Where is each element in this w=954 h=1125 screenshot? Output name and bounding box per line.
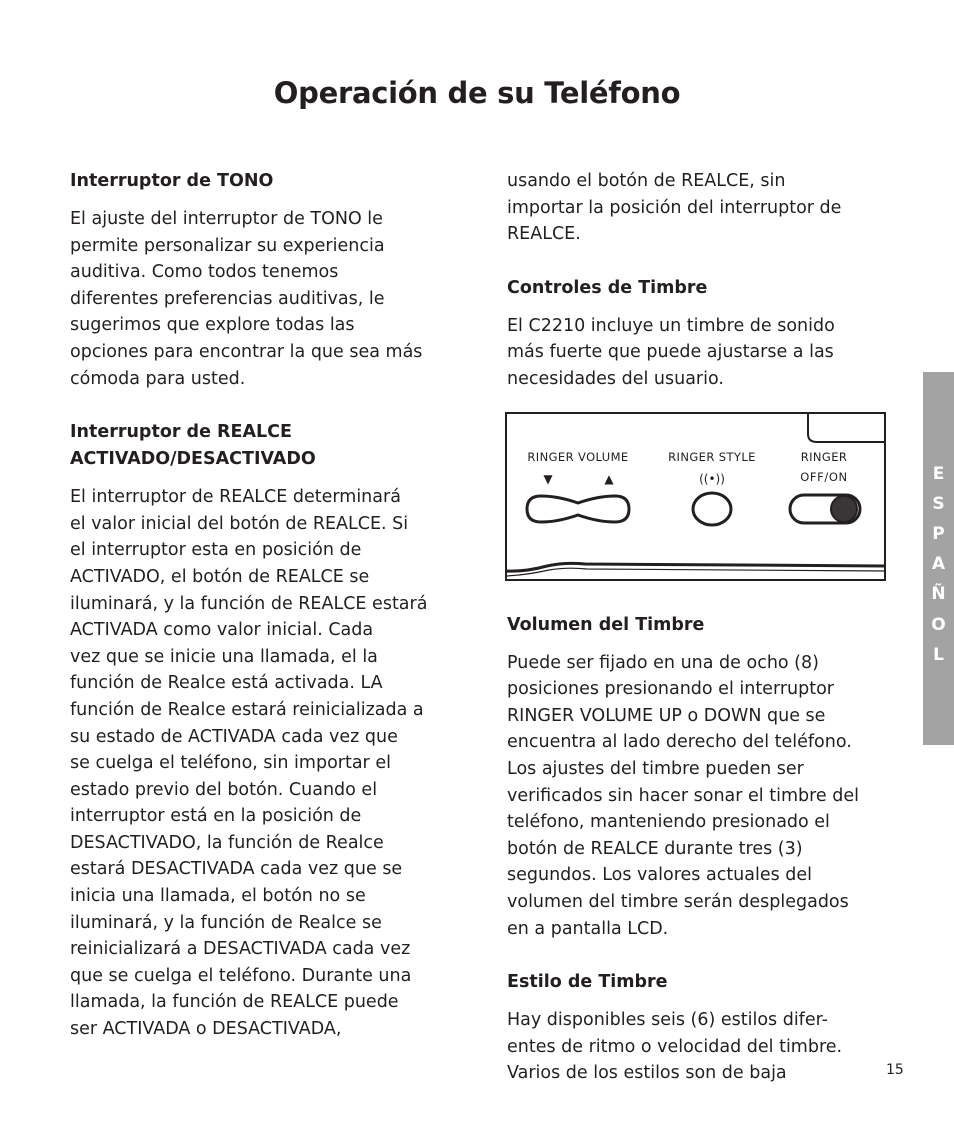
ringer-style-icon: ((•)) xyxy=(699,472,725,486)
ringer-switch-knob xyxy=(831,496,857,522)
volume-up-arrow-icon: ▲ xyxy=(604,472,614,486)
realce-heading xyxy=(70,419,455,473)
ringer-controls-illustration xyxy=(505,412,886,581)
ringer-volume-label: RINGER VOLUME xyxy=(527,450,629,464)
text-line: estado previo del botón. Cuando el xyxy=(70,779,378,800)
text-line: inicia una llamada, el botón no se xyxy=(70,886,366,907)
controles-heading: Controles de Timbre xyxy=(507,277,708,298)
text-line: sugerimos que explore todas las xyxy=(70,315,355,336)
heading-line: ACTIVADO/DESACTIVADO xyxy=(70,449,316,470)
side-tab-letter: S xyxy=(932,494,945,514)
text-line: usando el botón de REALCE, sin xyxy=(507,171,786,191)
page-title: Operación de su Teléfono xyxy=(273,76,681,110)
text-line: Puede ser fijado en una de ocho (8) xyxy=(507,652,819,673)
text-line: teléfono, manteniendo presionado el xyxy=(507,812,830,833)
text-line: ACTIVADO, el botón de REALCE se xyxy=(70,566,370,587)
text-line: ser ACTIVADA o DESACTIVADA, xyxy=(70,1019,342,1040)
text-line: cómoda para usted. xyxy=(70,368,246,389)
text-line: RINGER VOLUME UP o DOWN que se xyxy=(507,705,826,726)
text-line: llamada, la función de REALCE puede xyxy=(70,992,399,1013)
ringer-style-label: RINGER STYLE xyxy=(668,450,756,464)
text-line: permite personalizar su experiencia xyxy=(70,235,385,256)
text-line: iluminará, y la función de Realce se xyxy=(70,912,382,933)
text-line: interruptor está en la posición de xyxy=(70,806,362,827)
text-line: encuentra al lado derecho del teléfono. xyxy=(507,732,852,753)
text-line: El C2210 incluye un timbre de sonido xyxy=(507,315,835,336)
volumen-heading: Volumen del Timbre xyxy=(507,614,705,635)
text-line: Los ajustes del timbre pueden ser xyxy=(507,758,804,779)
side-tab-letter: Ñ xyxy=(931,584,946,604)
ringer-label: RINGER xyxy=(800,450,848,464)
realce-paragraph xyxy=(70,484,455,1042)
text-line: función de Realce estará reinicializada a xyxy=(70,699,424,720)
text-line: en a pantalla LCD. xyxy=(507,918,669,939)
text-line: reinicializará a DESACTIVADA cada vez xyxy=(70,939,411,960)
ringer-off-on-label: OFF/ON xyxy=(800,470,848,484)
text-line: ACTIVADA como valor inicial. Cada xyxy=(70,620,374,641)
text-line: verificados sin hacer sonar el timbre del xyxy=(507,785,859,806)
ringer-style-button[interactable] xyxy=(693,493,731,525)
page-number: 15 xyxy=(886,1062,904,1078)
side-tab-letter: L xyxy=(933,645,944,665)
text-line: el interruptor esta en posición de xyxy=(70,540,362,561)
ringer-off-on-switch[interactable] xyxy=(790,495,860,523)
text-line: posiciones presionando el interruptor xyxy=(507,679,834,700)
text-line: volumen del timbre serán desplegados xyxy=(507,891,849,912)
estilo-heading: Estilo de Timbre xyxy=(507,972,668,993)
text-line: su estado de ACTIVADA cada vez que xyxy=(70,726,398,747)
text-line: auditiva. Como todos tenemos xyxy=(70,262,339,283)
text-line: Hay disponibles seis (6) estilos difer- xyxy=(507,1010,828,1031)
text-line: diferentes preferencias auditivas, le xyxy=(70,288,385,309)
text-line: Varios de los estilos son de baja xyxy=(507,1063,787,1084)
text-line: importar la posición del interruptor de xyxy=(507,197,842,218)
text-line: El ajuste del interruptor de TONO le xyxy=(70,209,383,229)
text-line: estará DESACTIVADA cada vez que se xyxy=(70,859,403,880)
left-column xyxy=(70,168,455,1043)
language-side-tab xyxy=(923,372,954,745)
text-line: DESACTIVADO, la función de Realce xyxy=(70,832,384,853)
text-line: iluminará, y la función de REALCE estará xyxy=(70,593,428,614)
side-tab-letter: A xyxy=(931,554,946,574)
text-line: que se cuelga el teléfono. Durante una xyxy=(70,965,412,986)
tono-paragraph xyxy=(70,206,455,392)
text-line: botón de REALCE durante tres (3) xyxy=(507,838,803,859)
text-line: vez que se inicie una llamada, el la xyxy=(70,646,378,667)
text-line: el valor inicial del botón de REALCE. Si xyxy=(70,513,409,534)
text-line: se cuelga el teléfono, sin importar el xyxy=(70,753,391,774)
tono-heading: Interruptor de TONO xyxy=(70,171,274,191)
side-tab-letter: P xyxy=(932,524,945,544)
right-column xyxy=(507,168,892,1087)
text-line: más fuerte que puede ajustarse a las xyxy=(507,342,834,363)
text-line: necesidades del usuario. xyxy=(507,368,724,389)
volumen-paragraph xyxy=(507,650,892,943)
controles-paragraph xyxy=(507,313,892,393)
text-line: opciones para encontrar la que sea más xyxy=(70,341,423,362)
heading-line: Interruptor de REALCE xyxy=(70,422,292,443)
volume-down-arrow-icon: ▼ xyxy=(543,472,553,486)
text-line: REALCE. xyxy=(507,224,581,245)
text-line: segundos. Los valores actuales del xyxy=(507,865,813,886)
continuation-paragraph xyxy=(507,168,892,248)
text-line: El interruptor de REALCE determinará xyxy=(70,487,401,508)
estilo-paragraph xyxy=(507,1007,892,1087)
text-line: entes de ritmo o velocidad del timbre. xyxy=(507,1036,843,1057)
text-line: función de Realce está activada. LA xyxy=(70,673,383,694)
side-tab-letter: O xyxy=(931,615,946,635)
side-tab-letter: E xyxy=(932,464,945,484)
